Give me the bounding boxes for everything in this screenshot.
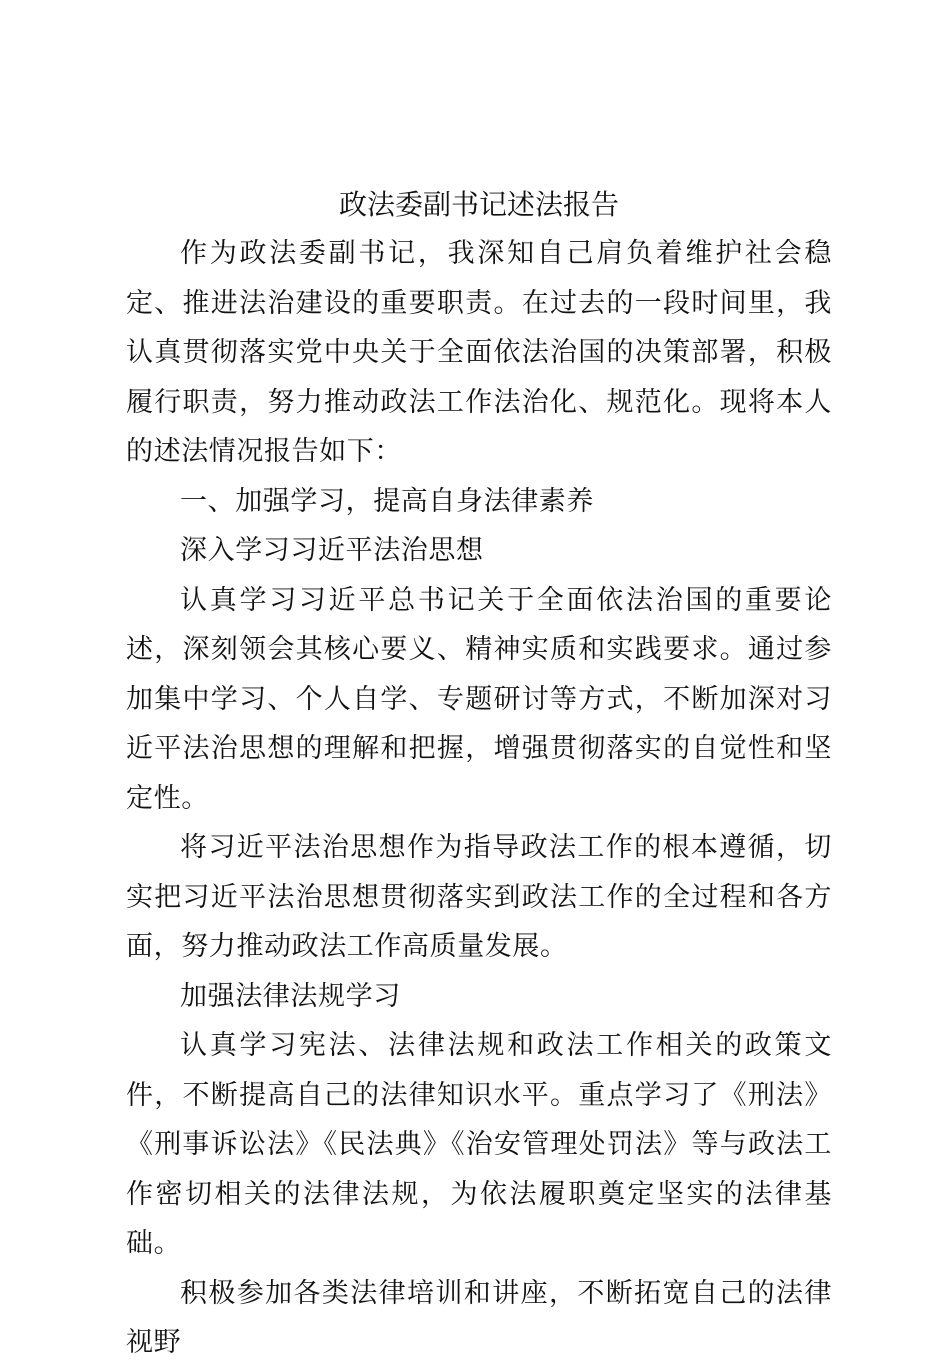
body-paragraph-3: 认真学习宪法、法律法规和政法工作相关的政策文件，不断提高自己的法律知识水平。重点学习了《刑法》《刑事诉讼法》《民法典》《治安管理处罚法》等与政法工作密切相关的法律法规，为依法履职奠定坚实的法律基础。 xyxy=(126,1030,832,1259)
section-heading-1: 一、加强学习，提高自身法律素养 xyxy=(180,485,594,517)
body-paragraph-2: 将习近平法治思想作为指导政法工作的根本遵循，切实把习近平法治思想贯彻落实到政法工作的全过程和各方面，努力推动政法工作高质量发展。 xyxy=(126,832,832,962)
body-paragraph-1: 认真学习习近平总书记关于全面依法治国的重要论述，深刻领会其核心要义、精神实质和实践要求。通过参加集中学习、个人自学、专题研讨等方式，不断加深对习近平法治思想的理解和把握，增强贯彻落实的自觉性和坚定性。 xyxy=(126,584,832,814)
body-paragraph-4: 积极参加各类法律培训和讲座，不断拓宽自己的法律视野 xyxy=(126,1277,832,1358)
document-title: 政法委副书记述法报告 xyxy=(338,188,619,221)
subsection-heading-1: 深入学习习近平法治思想 xyxy=(180,535,484,566)
intro-paragraph: 作为政法委副书记，我深知自己肩负着维护社会稳定、推进法治建设的重要职责。在过去的一段时间里，我认真贯彻落实党中央关于全面依法治国的决策部署，积极履行职责，努力推动政法工作法治化、规范化。现将本人的述法情况报告如下： xyxy=(126,238,832,467)
document-body xyxy=(126,180,832,1368)
subsection-heading-2: 加强法律法规学习 xyxy=(180,980,401,1012)
